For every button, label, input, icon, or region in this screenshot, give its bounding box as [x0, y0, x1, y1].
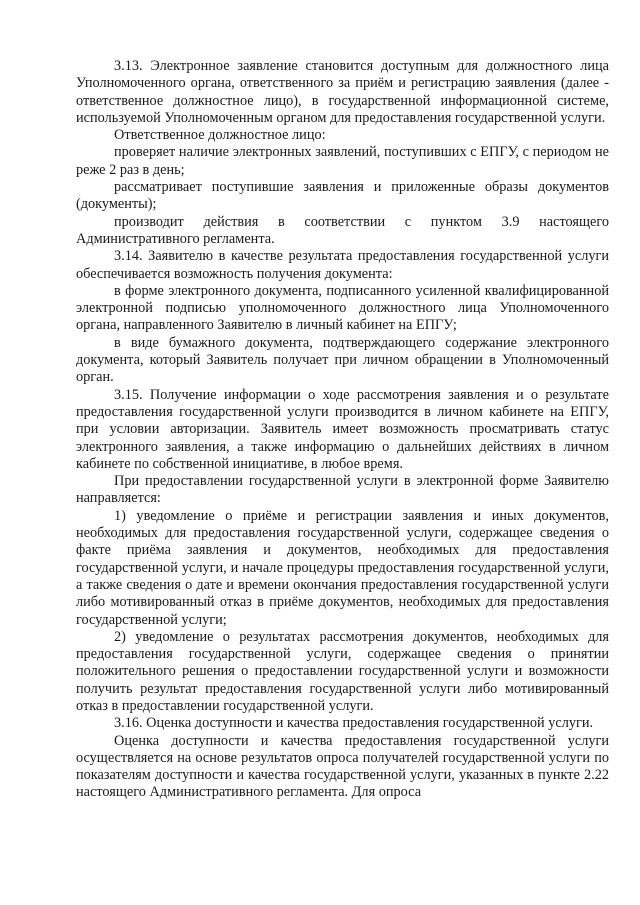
paragraph-reviews-applications: рассматривает поступившие заявления и приложенные образы документов (документы); — [76, 179, 609, 213]
paragraph-notifications-intro: При предоставлении государственной услуги в электронной форме Заявителю направляется: — [76, 473, 609, 507]
paragraph-3-15: 3.15. Получение информации о ходе рассмотрения заявления и о результате предоставления государственной услуги производится в личном кабинете на ЕПГУ, при условии авторизации. Заявитель имеет возможность просматривать статус электронного заявления, а также информацию о дальнейших действиях в личном кабинете по собственной инициативе, в любое время. — [76, 386, 609, 472]
paragraph-quality-assessment: Оценка доступности и качества предоставления государственной услуги осуществляется на основе результатов опроса получателей государственной услуги по показателям доступности и качества государственной услуги, указанных в пункте 2.22 настоящего Административного регламента. Для опроса — [76, 732, 609, 801]
paragraph-3-16: 3.16. Оценка доступности и качества предоставления государственной услуги. — [114, 715, 594, 732]
paragraph-performs-actions: производит действия в соответствии с пунктом 3.9 настоящего Административного регламента. — [76, 213, 609, 247]
paragraph-notification-1: 1) уведомление о приёме и регистрации заявления и иных документов, необходимых для предоставления государственной услуги, содержащее сведения о факте приёма заявления и документов, необходимых для предоставления государственной услуги, и начале процедуры предоставления государственной услуги, а также сведения о дате и времени окончания предоставления государственной услуги либо мотивированный отказ в приёме документов, необходимых для предоставления государственной услуги; — [76, 507, 609, 628]
paragraph-3-14: 3.14. Заявителю в качестве результата предоставления государственной услуги обеспечивается возможность получения документа: — [76, 248, 609, 282]
paragraph-paper-document: в виде бумажного документа, подтверждающего содержание электронного документа, который Заявитель получает при личном обращении в Уполномоченный орган. — [76, 334, 609, 386]
paragraph-official-intro: Ответственное должностное лицо: — [114, 127, 326, 144]
paragraph-3-13: 3.13. Электронное заявление становится доступным для должностного лица Уполномоченного органа, ответственного за приём и регистрацию заявления (далее - ответственное должностное лицо), в государственной информационной системе, используемой Уполномоченным органом для предоставления государственной услуги. — [76, 58, 609, 126]
document-page — [76, 58, 609, 802]
paragraph-notification-2: 2) уведомление о результатах рассмотрения документов, необходимых для предоставления государственной услуги, содержащее сведения о принятии положительного решения о предоставлении государственной услуги и возможности получить результат предоставления государственной услуги либо мотивированный отказ в предоставлении государственной услуги. — [76, 628, 609, 714]
paragraph-checks-applications: проверяет наличие электронных заявлений, поступивших с ЕПГУ, с периодом не реже 2 раз в день; — [76, 144, 609, 178]
paragraph-electronic-document: в форме электронного документа, подписанного усиленной квалифицированной электронной подписью уполномоченного должностного лица Уполномоченного органа, направленного Заявителю в личный кабинет на ЕПГУ; — [76, 282, 609, 334]
